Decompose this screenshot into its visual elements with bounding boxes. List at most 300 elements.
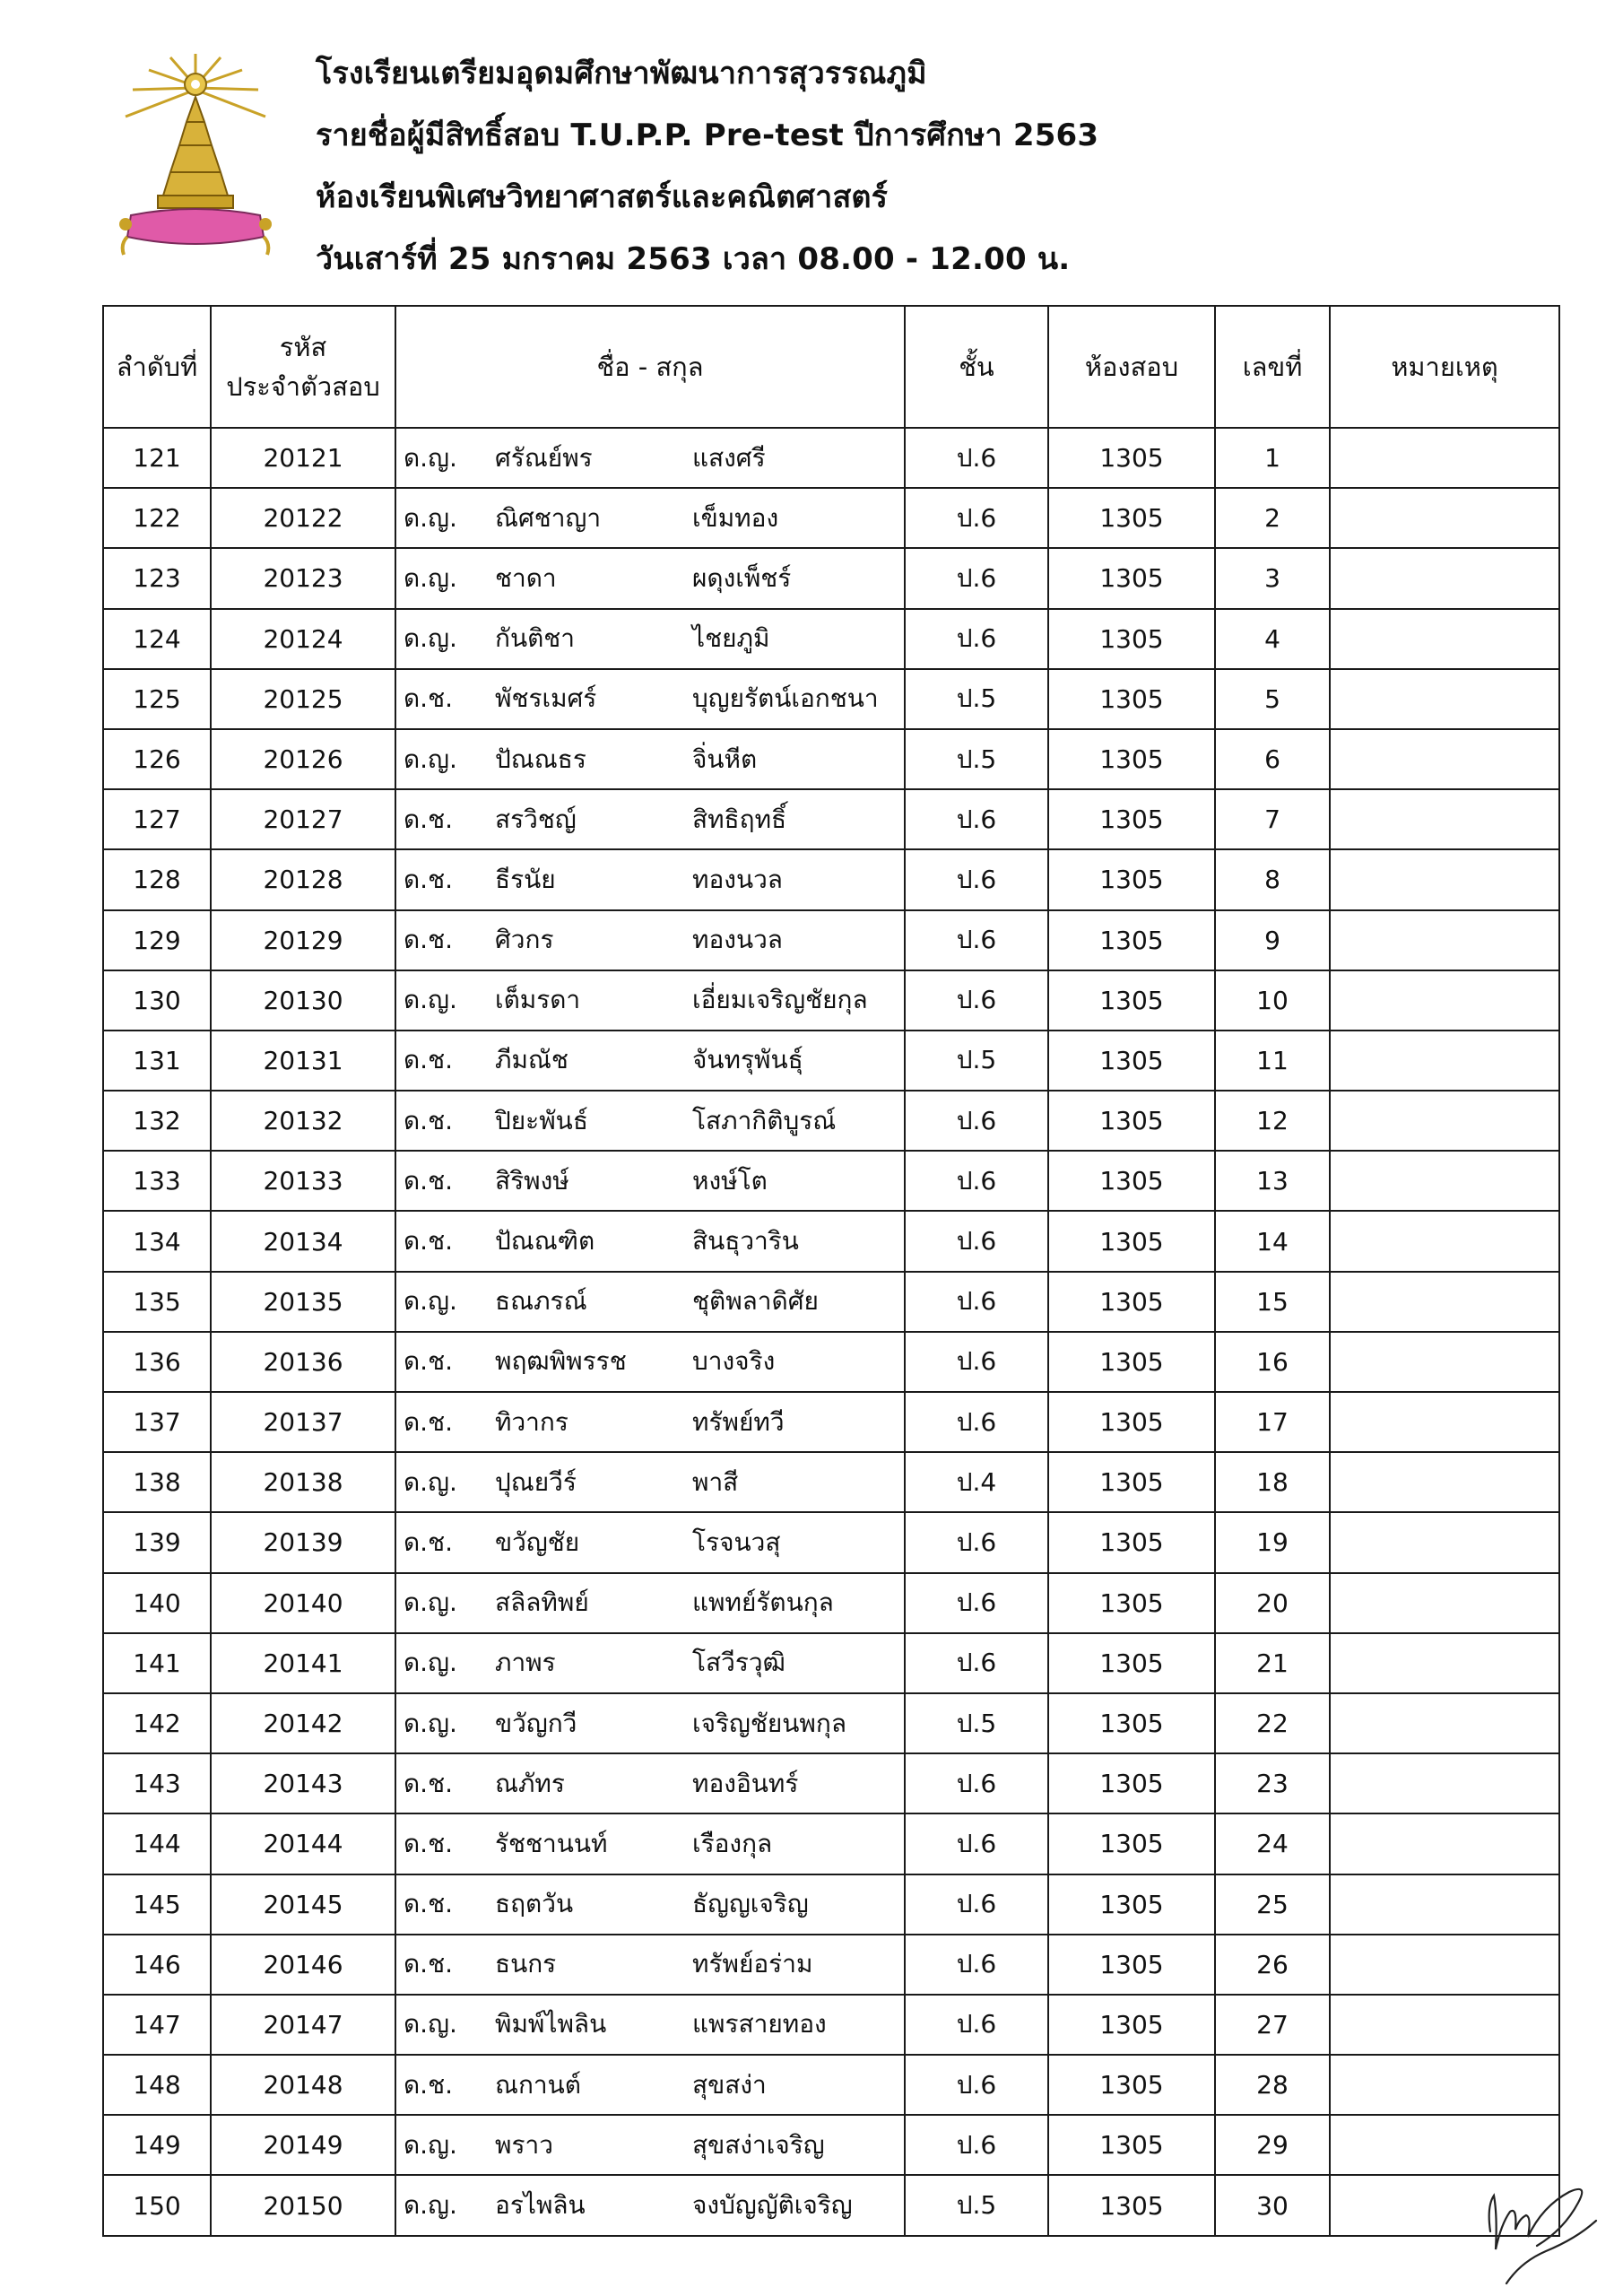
seat-cell: 26: [1215, 1935, 1330, 1995]
name-prefix: ด.ช.: [404, 1105, 453, 1135]
exam-id-cell: 20126: [211, 729, 395, 789]
name-prefix: ด.ช.: [404, 1828, 453, 1858]
seq-cell: 139: [103, 1512, 211, 1572]
name-prefix: ด.ช.: [404, 683, 453, 714]
table-row: [103, 729, 1559, 789]
table-row: [103, 2175, 1559, 2235]
remark-cell: [1330, 1211, 1559, 1271]
room-cell: 1305: [1048, 970, 1215, 1031]
first-name: ภีมณัช: [495, 1045, 568, 1075]
remark-cell: [1330, 849, 1559, 909]
last-name: แพรสายทอง: [692, 2009, 827, 2039]
remark-cell: [1330, 1573, 1559, 1633]
name-cell: [395, 1995, 905, 2055]
seq-cell: 122: [103, 488, 211, 548]
exam-id-cell: 20129: [211, 910, 395, 970]
last-name: ทรัพย์ทวี: [692, 1406, 785, 1437]
remark-cell: [1330, 1995, 1559, 2055]
exam-id-cell: 20121: [211, 428, 395, 488]
school-emblem-icon: [115, 52, 276, 264]
name-cell: [395, 1693, 905, 1753]
document-header: [316, 43, 1098, 291]
room-cell: 1305: [1048, 1272, 1215, 1332]
seq-cell: 123: [103, 548, 211, 608]
exam-id-cell: 20123: [211, 548, 395, 608]
seat-cell: 11: [1215, 1031, 1330, 1091]
exam-id-cell: 20141: [211, 1633, 395, 1693]
room-cell: 1305: [1048, 849, 1215, 909]
seat-cell: 25: [1215, 1874, 1330, 1935]
first-name: ธีรนัย: [495, 864, 556, 894]
remark-cell: [1330, 1031, 1559, 1091]
grade-cell: ป.6: [905, 910, 1048, 970]
first-name: ทิวากร: [495, 1406, 568, 1437]
table-row: [103, 1935, 1559, 1995]
exam-id-cell: 20142: [211, 1693, 395, 1753]
first-name: ปัณณฑิต: [495, 1226, 595, 1257]
first-name: สิริพงษ์: [495, 1165, 569, 1196]
grade-cell: ป.6: [905, 2055, 1048, 2115]
seat-cell: 23: [1215, 1753, 1330, 1813]
seq-cell: 125: [103, 669, 211, 729]
table-row: [103, 2115, 1559, 2175]
room-cell: 1305: [1048, 1813, 1215, 1874]
last-name: สินธุวาริน: [692, 1226, 799, 1257]
grade-cell: ป.6: [905, 1512, 1048, 1572]
name-cell: [395, 1452, 905, 1512]
seq-cell: 127: [103, 789, 211, 849]
seat-cell: 14: [1215, 1211, 1330, 1271]
first-name: ณภัทร: [495, 1768, 565, 1798]
room-cell: 1305: [1048, 2055, 1215, 2115]
seat-cell: 21: [1215, 1633, 1330, 1693]
name-cell: [395, 609, 905, 669]
last-name: สิทธิฤทธิ์: [692, 804, 787, 834]
seat-cell: 17: [1215, 1392, 1330, 1452]
remark-cell: [1330, 970, 1559, 1031]
remark-cell: [1330, 1813, 1559, 1874]
table-row: [103, 1693, 1559, 1753]
name-cell: [395, 1813, 905, 1874]
name-prefix: ด.ญ.: [404, 442, 457, 473]
name-prefix: ด.ญ.: [404, 1648, 457, 1678]
remark-cell: [1330, 1151, 1559, 1211]
seq-cell: 147: [103, 1995, 211, 2055]
header-grade: ชั้น: [905, 306, 1048, 428]
remark-cell: [1330, 428, 1559, 488]
header-remark: หมายเหตุ: [1330, 306, 1559, 428]
last-name: เข็มทอง: [692, 502, 779, 533]
name-cell: [395, 428, 905, 488]
room-cell: 1305: [1048, 2115, 1215, 2175]
name-cell: [395, 2115, 905, 2175]
seq-cell: 150: [103, 2175, 211, 2235]
header-name: ชื่อ - สกุล: [395, 306, 905, 428]
first-name: ขวัญชัย: [495, 1526, 580, 1557]
name-prefix: ด.ญ.: [404, 1466, 457, 1497]
exam-id-cell: 20148: [211, 2055, 395, 2115]
last-name: บุญยรัตน์เอกชนา: [692, 683, 879, 714]
room-cell: 1305: [1048, 789, 1215, 849]
exam-id-cell: 20149: [211, 2115, 395, 2175]
name-prefix: ด.ญ.: [404, 562, 457, 593]
table-row: [103, 1452, 1559, 1512]
last-name: ธัญญเจริญ: [692, 1889, 809, 1919]
name-cell: [395, 669, 905, 729]
exam-id-cell: 20136: [211, 1332, 395, 1392]
table-row: [103, 488, 1559, 548]
name-prefix: ด.ญ.: [404, 1708, 457, 1738]
exam-id-cell: 20125: [211, 669, 395, 729]
table-row: [103, 789, 1559, 849]
table-row: [103, 1211, 1559, 1271]
seat-cell: 22: [1215, 1693, 1330, 1753]
seq-cell: 146: [103, 1935, 211, 1995]
seq-cell: 149: [103, 2115, 211, 2175]
seat-cell: 27: [1215, 1995, 1330, 2055]
seq-cell: 140: [103, 1573, 211, 1633]
grade-cell: ป.5: [905, 729, 1048, 789]
remark-cell: [1330, 1332, 1559, 1392]
name-prefix: ด.ญ.: [404, 985, 457, 1015]
remark-cell: [1330, 1091, 1559, 1151]
exam-id-cell: 20150: [211, 2175, 395, 2235]
grade-cell: ป.6: [905, 2115, 1048, 2175]
exam-id-cell: 20137: [211, 1392, 395, 1452]
grade-cell: ป.4: [905, 1452, 1048, 1512]
table-row: [103, 1633, 1559, 1693]
name-cell: [395, 1272, 905, 1332]
name-prefix: ด.ญ.: [404, 1587, 457, 1618]
grade-cell: ป.6: [905, 428, 1048, 488]
exam-id-cell: 20134: [211, 1211, 395, 1271]
seq-cell: 143: [103, 1753, 211, 1813]
seat-cell: 7: [1215, 789, 1330, 849]
table-row: [103, 1573, 1559, 1633]
name-cell: [395, 789, 905, 849]
seq-cell: 145: [103, 1874, 211, 1935]
name-prefix: ด.ช.: [404, 1889, 453, 1919]
exam-id-cell: 20127: [211, 789, 395, 849]
remark-cell: [1330, 1272, 1559, 1332]
name-cell: [395, 488, 905, 548]
remark-cell: [1330, 488, 1559, 548]
name-cell: [395, 1031, 905, 1091]
exam-id-cell: 20145: [211, 1874, 395, 1935]
last-name: บางจริง: [692, 1346, 776, 1377]
name-cell: [395, 1633, 905, 1693]
header-seat: เลขที่: [1215, 306, 1330, 428]
remark-cell: [1330, 1633, 1559, 1693]
room-cell: 1305: [1048, 1452, 1215, 1512]
seat-cell: 10: [1215, 970, 1330, 1031]
name-prefix: ด.ช.: [404, 864, 453, 894]
seq-cell: 148: [103, 2055, 211, 2115]
room-cell: 1305: [1048, 1151, 1215, 1211]
name-cell: [395, 2055, 905, 2115]
table-row: [103, 849, 1559, 909]
grade-cell: ป.6: [905, 1211, 1048, 1271]
last-name: ทองอินทร์: [692, 1768, 799, 1798]
last-name: เอี่ยมเจริญชัยกุล: [692, 985, 868, 1015]
seq-cell: 124: [103, 609, 211, 669]
name-cell: [395, 1091, 905, 1151]
candidate-table: [102, 305, 1560, 2237]
exam-id-cell: 20138: [211, 1452, 395, 1512]
remark-cell: [1330, 729, 1559, 789]
name-cell: [395, 729, 905, 789]
last-name: โสวีรวุฒิ: [692, 1648, 785, 1678]
exam-id-cell: 20132: [211, 1091, 395, 1151]
first-name: ณิศชาญา: [495, 502, 602, 533]
seq-cell: 138: [103, 1452, 211, 1512]
first-name: เต็มรดา: [495, 985, 581, 1015]
name-prefix: ด.ญ.: [404, 1286, 457, 1317]
seq-cell: 137: [103, 1392, 211, 1452]
grade-cell: ป.6: [905, 1151, 1048, 1211]
table-row: [103, 1753, 1559, 1813]
seat-cell: 16: [1215, 1332, 1330, 1392]
name-cell: [395, 970, 905, 1031]
table-row: [103, 970, 1559, 1031]
name-prefix: ด.ญ.: [404, 2190, 457, 2221]
table-row: [103, 1091, 1559, 1151]
room-cell: 1305: [1048, 1573, 1215, 1633]
program-name: ห้องเรียนพิเศษวิทยาศาสตร์และคณิตศาสตร์: [316, 179, 889, 215]
header-seq: ลำดับที่: [103, 306, 211, 428]
table-row: [103, 548, 1559, 608]
table-row: [103, 1813, 1559, 1874]
table-row: [103, 1031, 1559, 1091]
first-name: สรวิชญ์: [495, 804, 577, 834]
seat-cell: 19: [1215, 1512, 1330, 1572]
seat-cell: 6: [1215, 729, 1330, 789]
first-name: พิมพ์ไพลิน: [495, 2009, 607, 2039]
first-name: ปัณณธร: [495, 744, 586, 774]
grade-cell: ป.6: [905, 1813, 1048, 1874]
first-name: ชาดา: [495, 562, 557, 593]
seq-cell: 126: [103, 729, 211, 789]
table-header-row: [103, 306, 1559, 428]
room-cell: 1305: [1048, 1995, 1215, 2055]
exam-id-cell: 20130: [211, 970, 395, 1031]
name-prefix: ด.ญ.: [404, 2129, 457, 2160]
room-cell: 1305: [1048, 1633, 1215, 1693]
grade-cell: ป.6: [905, 1874, 1048, 1935]
room-cell: 1305: [1048, 1512, 1215, 1572]
table-row: [103, 428, 1559, 488]
remark-cell: [1330, 910, 1559, 970]
seat-cell: 2: [1215, 488, 1330, 548]
name-cell: [395, 910, 905, 970]
last-name: ทองนวล: [692, 864, 783, 894]
last-name: ชุติพลาดิศัย: [692, 1286, 819, 1317]
room-cell: 1305: [1048, 2175, 1215, 2235]
name-cell: [395, 1151, 905, 1211]
name-cell: [395, 1512, 905, 1572]
seat-cell: 12: [1215, 1091, 1330, 1151]
grade-cell: ป.6: [905, 488, 1048, 548]
grade-cell: ป.6: [905, 1935, 1048, 1995]
first-name: ขวัญกวี: [495, 1708, 577, 1738]
room-cell: 1305: [1048, 1753, 1215, 1813]
header-exam-id: [211, 306, 395, 428]
name-prefix: ด.ช.: [404, 1768, 453, 1798]
name-prefix: ด.ช.: [404, 804, 453, 834]
exam-id-cell: 20122: [211, 488, 395, 548]
grade-cell: ป.6: [905, 609, 1048, 669]
document-title: รายชื่อผู้มีสิทธิ์สอบ T.U.P.P. Pre-test ปีการศึกษา 2563: [316, 117, 1099, 153]
first-name: ภาพร: [495, 1648, 556, 1678]
name-cell: [395, 2175, 905, 2235]
table-row: [103, 1151, 1559, 1211]
first-name: พฤฒพิพรรช: [495, 1346, 627, 1377]
first-name: ธฤตวัน: [495, 1889, 574, 1919]
grade-cell: ป.6: [905, 1995, 1048, 2055]
room-cell: 1305: [1048, 1935, 1215, 1995]
table-row: [103, 609, 1559, 669]
first-name: ศรัณย์พร: [495, 442, 593, 473]
first-name: รัชชานนท์: [495, 1828, 608, 1858]
name-cell: [395, 1935, 905, 1995]
name-prefix: ด.ช.: [404, 1165, 453, 1196]
name-prefix: ด.ช.: [404, 1346, 453, 1377]
table-row: [103, 1392, 1559, 1452]
seat-cell: 5: [1215, 669, 1330, 729]
seq-cell: 132: [103, 1091, 211, 1151]
grade-cell: ป.6: [905, 789, 1048, 849]
first-name: ศิวกร: [495, 925, 554, 955]
signature-icon: [1471, 2152, 1614, 2287]
seq-cell: 141: [103, 1633, 211, 1693]
name-cell: [395, 849, 905, 909]
seat-cell: 29: [1215, 2115, 1330, 2175]
grade-cell: ป.6: [905, 548, 1048, 608]
exam-schedule: วันเสาร์ที่ 25 มกราคม 2563 เวลา 08.00 - 12.00 น.: [316, 241, 1071, 277]
remark-cell: [1330, 1753, 1559, 1813]
seat-cell: 9: [1215, 910, 1330, 970]
last-name: ไชยภูมิ: [692, 623, 770, 654]
room-cell: 1305: [1048, 1693, 1215, 1753]
name-prefix: ด.ญ.: [404, 2009, 457, 2039]
exam-id-cell: 20135: [211, 1272, 395, 1332]
room-cell: 1305: [1048, 428, 1215, 488]
table-row: [103, 1995, 1559, 2055]
exam-id-cell: 20143: [211, 1753, 395, 1813]
table-row: [103, 1512, 1559, 1572]
name-prefix: ด.ช.: [404, 925, 453, 955]
seq-cell: 133: [103, 1151, 211, 1211]
room-cell: 1305: [1048, 910, 1215, 970]
seat-cell: 3: [1215, 548, 1330, 608]
seq-cell: 142: [103, 1693, 211, 1753]
first-name: ณกานต์: [495, 2069, 581, 2100]
seat-cell: 28: [1215, 2055, 1330, 2115]
header-room: ห้องสอบ: [1048, 306, 1215, 428]
seq-cell: 136: [103, 1332, 211, 1392]
first-name: ธนกร: [495, 1949, 557, 1979]
exam-id-cell: 20147: [211, 1995, 395, 2055]
seat-cell: 30: [1215, 2175, 1330, 2235]
grade-cell: ป.6: [905, 1392, 1048, 1452]
remark-cell: [1330, 1452, 1559, 1512]
exam-id-cell: 20144: [211, 1813, 395, 1874]
header-exam-id-line1: รหัส: [279, 332, 327, 362]
grade-cell: ป.6: [905, 1633, 1048, 1693]
room-cell: 1305: [1048, 1392, 1215, 1452]
grade-cell: ป.5: [905, 1031, 1048, 1091]
grade-cell: ป.6: [905, 1272, 1048, 1332]
exam-id-cell: 20133: [211, 1151, 395, 1211]
last-name: โรจนวสุ: [692, 1526, 781, 1557]
remark-cell: [1330, 548, 1559, 608]
remark-cell: [1330, 669, 1559, 729]
remark-cell: [1330, 1693, 1559, 1753]
last-name: จิ่นหีต: [692, 744, 758, 774]
seq-cell: 128: [103, 849, 211, 909]
school-name: โรงเรียนเตรียมอุดมศึกษาพัฒนาการสุวรรณภูมิ: [316, 56, 927, 91]
room-cell: 1305: [1048, 548, 1215, 608]
name-prefix: ด.ช.: [404, 2069, 453, 2100]
grade-cell: ป.6: [905, 849, 1048, 909]
last-name: ทรัพย์อร่าม: [692, 1949, 813, 1979]
table-row: [103, 1332, 1559, 1392]
grade-cell: ป.5: [905, 1693, 1048, 1753]
seat-cell: 15: [1215, 1272, 1330, 1332]
last-name: หงษ์โต: [692, 1165, 768, 1196]
room-cell: 1305: [1048, 488, 1215, 548]
first-name: พัชรเมศร์: [495, 683, 597, 714]
remark-cell: [1330, 1512, 1559, 1572]
name-cell: [395, 1332, 905, 1392]
exam-id-cell: 20128: [211, 849, 395, 909]
first-name: ธณภรณ์: [495, 1286, 587, 1317]
first-name: กันติชา: [495, 623, 576, 654]
room-cell: 1305: [1048, 1332, 1215, 1392]
last-name: เจริญชัยนพกุล: [692, 1708, 846, 1738]
last-name: ทองนวล: [692, 925, 783, 955]
room-cell: 1305: [1048, 609, 1215, 669]
room-cell: 1305: [1048, 1091, 1215, 1151]
seq-cell: 144: [103, 1813, 211, 1874]
remark-cell: [1330, 789, 1559, 849]
seq-cell: 121: [103, 428, 211, 488]
grade-cell: ป.6: [905, 1091, 1048, 1151]
table-row: [103, 669, 1559, 729]
seat-cell: 1: [1215, 428, 1330, 488]
seat-cell: 24: [1215, 1813, 1330, 1874]
name-cell: [395, 1392, 905, 1452]
last-name: ผดุงเพ็ชร์: [692, 562, 792, 593]
seq-cell: 131: [103, 1031, 211, 1091]
name-cell: [395, 1573, 905, 1633]
seq-cell: 130: [103, 970, 211, 1031]
room-cell: 1305: [1048, 1031, 1215, 1091]
seat-cell: 20: [1215, 1573, 1330, 1633]
exam-id-cell: 20124: [211, 609, 395, 669]
table-row: [103, 1272, 1559, 1332]
name-prefix: ด.ญ.: [404, 744, 457, 774]
remark-cell: [1330, 1935, 1559, 1995]
remark-cell: [1330, 1392, 1559, 1452]
name-prefix: ด.ช.: [404, 1045, 453, 1075]
last-name: จงบัญญัติเจริญ: [692, 2190, 853, 2221]
table-row: [103, 2055, 1559, 2115]
remark-cell: [1330, 2055, 1559, 2115]
exam-id-cell: 20146: [211, 1935, 395, 1995]
last-name: เรืองกุล: [692, 1828, 773, 1858]
seq-cell: 135: [103, 1272, 211, 1332]
